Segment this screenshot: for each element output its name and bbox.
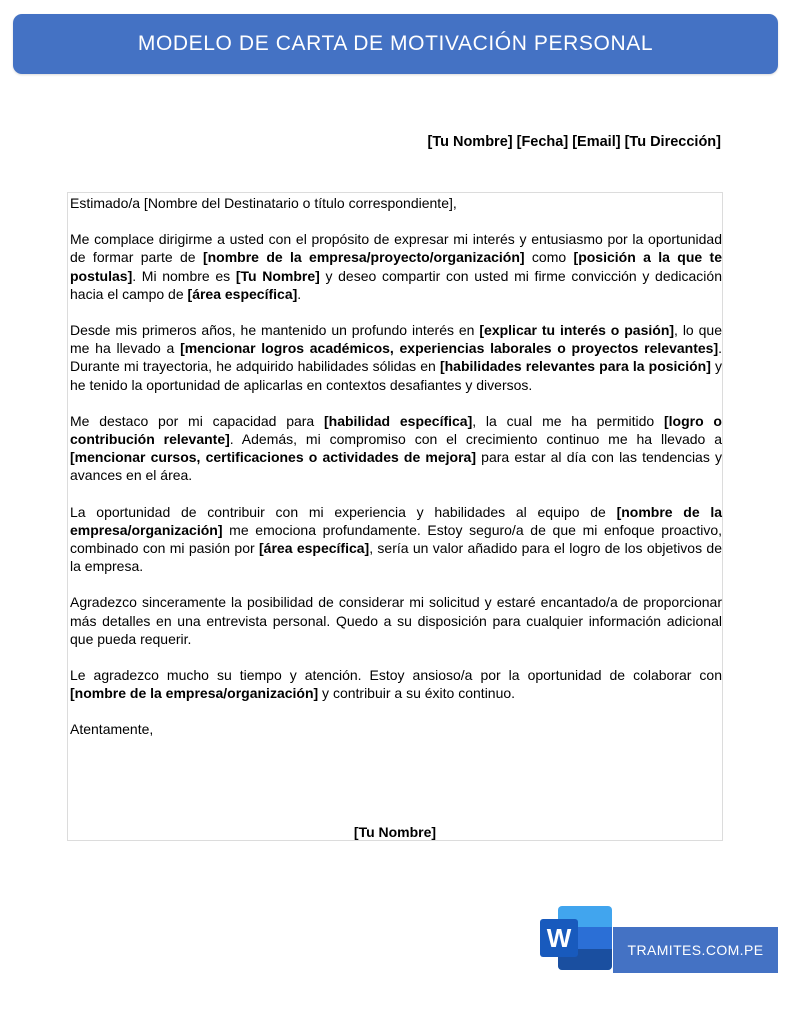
placeholder-text: [nombre de la empresa/proyecto/organización] (202, 249, 525, 266)
placeholder-text: [explicar tu interés o pasión] (479, 322, 675, 339)
letter-paragraph (70, 230, 722, 303)
letter-paragraph (70, 321, 722, 394)
word-logo-graphic (540, 906, 614, 970)
placeholder-text: [nombre de la empresa/organización] (70, 503, 723, 538)
body-text: me emociona profundamente. Estoy seguro/a de que mi enfoque proactivo, combinado con mi pasión por (70, 521, 722, 557)
body-text: . (297, 285, 302, 302)
placeholder-text: [Tu Nombre] (235, 267, 320, 284)
letter-paragraph (70, 412, 722, 485)
body-text: , sería un valor añadido para el logro de los objetivos de la empresa. (70, 540, 723, 575)
body-text: para estar al día con las tendencias y avances en el área. (70, 449, 722, 484)
body-text: , la cual me ha permitido (472, 412, 664, 429)
placeholder-text: [nombre de la empresa/organización] (70, 685, 319, 702)
placeholder-text: [área específica] (259, 540, 370, 557)
word-logo-letter: W (546, 923, 572, 953)
letter-closing: Atentamente, (70, 721, 154, 738)
sender-info: [Tu Nombre] [Fecha] [Email] [Tu Dirección] (427, 134, 721, 150)
title-banner (13, 14, 778, 74)
body-text: . Además, mi compromiso con el crecimiento continuo me ha llevado a (229, 431, 722, 448)
body-text: Agradezco sinceramente la posibilidad de considerar mi solicitud y estaré encantado/a de proporcionar más detalles en una entrevista personal. Quedo a su disposición para cualquier información adicional que pueda requerir. (70, 594, 722, 647)
body-text: La oportunidad de contribuir con mi experiencia y habilidades al equipo de (70, 503, 617, 520)
letter-body (70, 194, 722, 739)
placeholder-text: [mencionar cursos, certificaciones o actividades de mejora] (70, 449, 477, 466)
letter-paragraphs (70, 230, 722, 702)
placeholder-text: [mencionar logros académicos, experiencias laborales o proyectos relevantes] (180, 340, 719, 357)
body-text: y contribuir a su éxito continuo. (318, 685, 516, 702)
letter-paragraph (70, 666, 722, 702)
body-text: Le agradezco mucho su tiempo y atención. Estoy ansioso/a por la oportunidad de colaborar con (70, 667, 722, 684)
brand-badge (613, 927, 778, 973)
body-text: Desde mis primeros años, he mantenido un profundo interés en (70, 322, 480, 339)
body-text: y deseo compartir con usted mi firme convicción y dedicación hacia el campo de (70, 267, 722, 302)
letter-paragraph (70, 503, 722, 576)
placeholder-text: [habilidades relevantes para la posición] (439, 358, 711, 375)
placeholder-text: [habilidad específica] (324, 412, 473, 429)
body-text: y he tenido la oportunidad de aplicarlas en contextos desafiantes y diversos. (70, 358, 723, 393)
placeholder-text: [posición a la que te postulas] (70, 249, 722, 284)
placeholder-text: [logro o contribución relevante] (70, 412, 722, 448)
body-text: , lo que me ha llevado a (70, 322, 722, 357)
letter-greeting: Estimado/a [Nombre del Destinatario o título correspondiente], (70, 195, 457, 211)
body-text: como (524, 249, 574, 266)
signature-name: [Tu Nombre] (353, 824, 437, 840)
microsoft-word-icon (540, 906, 614, 970)
body-text: . Mi nombre es (132, 267, 236, 284)
body-text: . Durante mi trayectoria, he adquirido habilidades sólidas en (70, 340, 722, 375)
body-text: Me complace dirigirme a usted con el propósito de expresar mi interés y entusiasmo por la oportunidad de formar parte de (70, 231, 722, 266)
page-title: MODELO DE CARTA DE MOTIVACIÓN PERSONAL (137, 32, 654, 55)
brand-text: TRAMITES.COM.PE (627, 942, 764, 958)
body-text: Me destaco por mi capacidad para (70, 412, 324, 429)
letter-paragraph (70, 593, 722, 648)
placeholder-text: [área específica] (187, 285, 298, 302)
